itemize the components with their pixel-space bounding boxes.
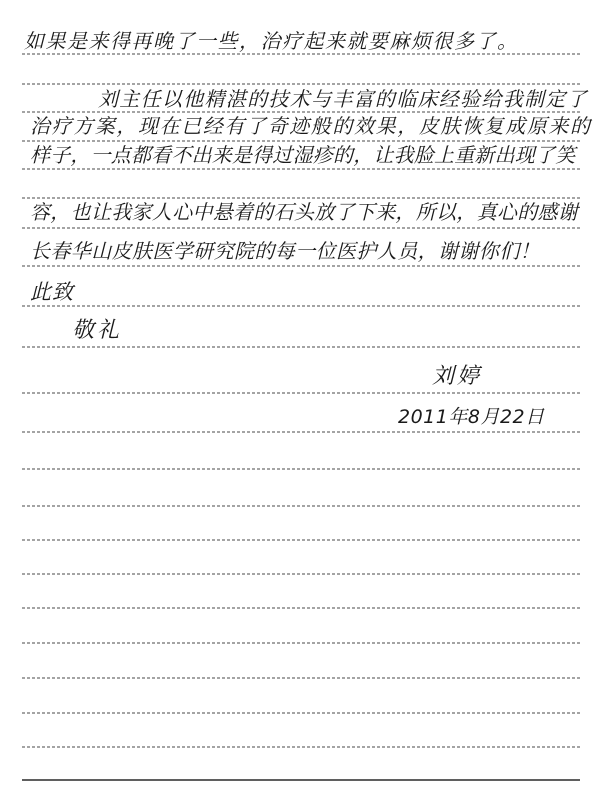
date: 2011年8月22日 [398, 406, 545, 428]
letter-line-3: 治疗方案，现在已经有了奇迹般的效果，皮肤恢复成原来的 [30, 114, 592, 138]
letter-line-4: 样子，一点都看不出来是得过湿疹的，让我脸上重新出现了笑 [30, 143, 576, 167]
letter-line-1: 如果是来得再晚了一些，治疗起来就要麻烦很多了。 [24, 29, 519, 53]
signature: 刘婷 [432, 364, 483, 389]
letter-line-6: 长春华山皮肤医学研究院的每一位医护人员，谢谢你们！ [30, 239, 540, 263]
letter-line-2: 刘主任以他精湛的技术与丰富的临床经验给我制定了 [98, 87, 588, 111]
letter-line-5: 容，也让我家人心中悬着的石头放了下来，所以，真心的感谢 [30, 200, 579, 224]
closing-line-2: 敬礼 [72, 318, 123, 343]
closing-line-1: 此致 [30, 280, 74, 304]
